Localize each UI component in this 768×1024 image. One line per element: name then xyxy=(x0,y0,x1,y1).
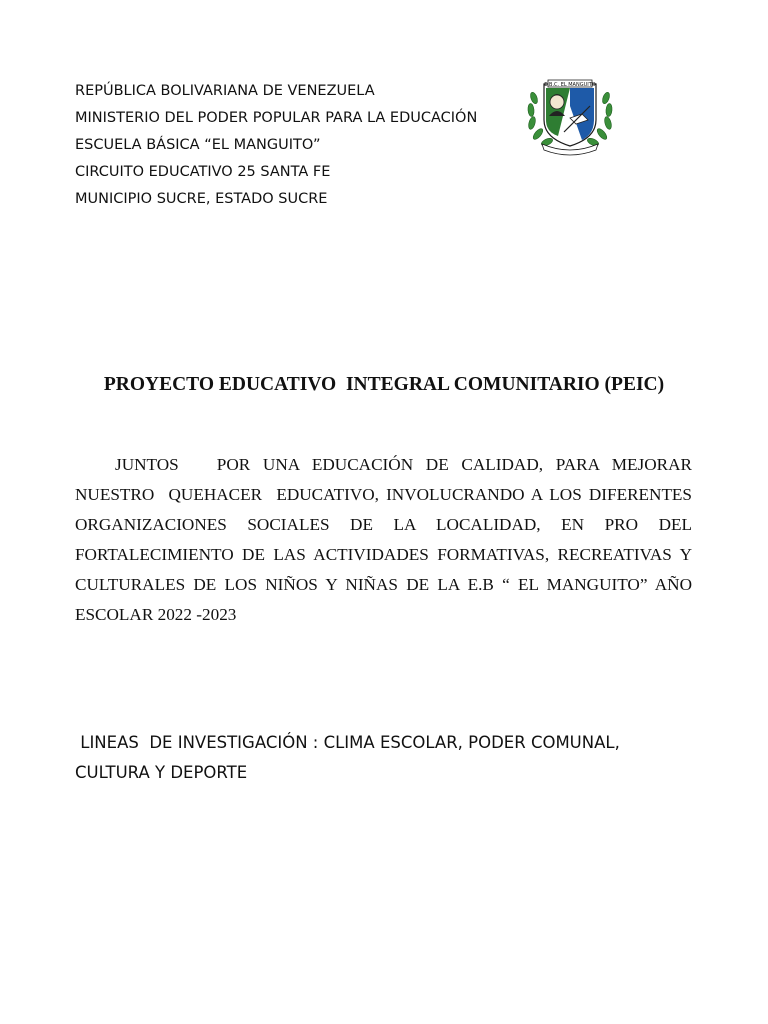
research-lines: LINEAS DE INVESTIGACIÓN : CLIMA ESCOLAR, PODER COMUNAL, CULTURA Y DEPORTE xyxy=(75,733,626,782)
project-description: JUNTOS POR UNA EDUCACIÓN DE CALIDAD, PARA MEJORAR NUESTRO QUEHACER EDUCATIVO, INVOLUCRANDO A LOS DIFERENTES ORGANIZACIONES SOCIALES DE LA LOCALIDAD, EN PRO DEL FORTALECIMIENTO DE LAS ACTIVIDADES FORMATIVAS, RECREATIVAS Y CULTURALES DE LOS NIÑOS Y NIÑAS DE LA E.B “ EL MANGUITO” AÑO ESCOLAR 2022 -2023 xyxy=(75,455,697,624)
header-line-municipality: MUNICIPIO SUCRE, ESTADO SUCRE xyxy=(75,191,328,207)
header-line-circuit: CIRCUITO EDUCATIVO 25 SANTA FE xyxy=(75,164,331,180)
logo-banner-text: E.B.C. EL MANGUITO xyxy=(544,82,596,88)
institution-header xyxy=(75,78,515,213)
header-line-country: REPÚBLICA BOLIVARIANA DE VENEZUELA xyxy=(75,83,375,99)
project-title: PROYECTO EDUCATIVO INTEGRAL COMUNITARIO (PEIC) xyxy=(103,374,665,395)
header-line-school: ESCUELA BÁSICA “EL MANGUITO” xyxy=(75,137,321,153)
school-crest-icon xyxy=(524,76,616,156)
header-line-ministry: MINISTERIO DEL PODER POPULAR PARA LA EDUCACIÓN xyxy=(75,110,478,126)
